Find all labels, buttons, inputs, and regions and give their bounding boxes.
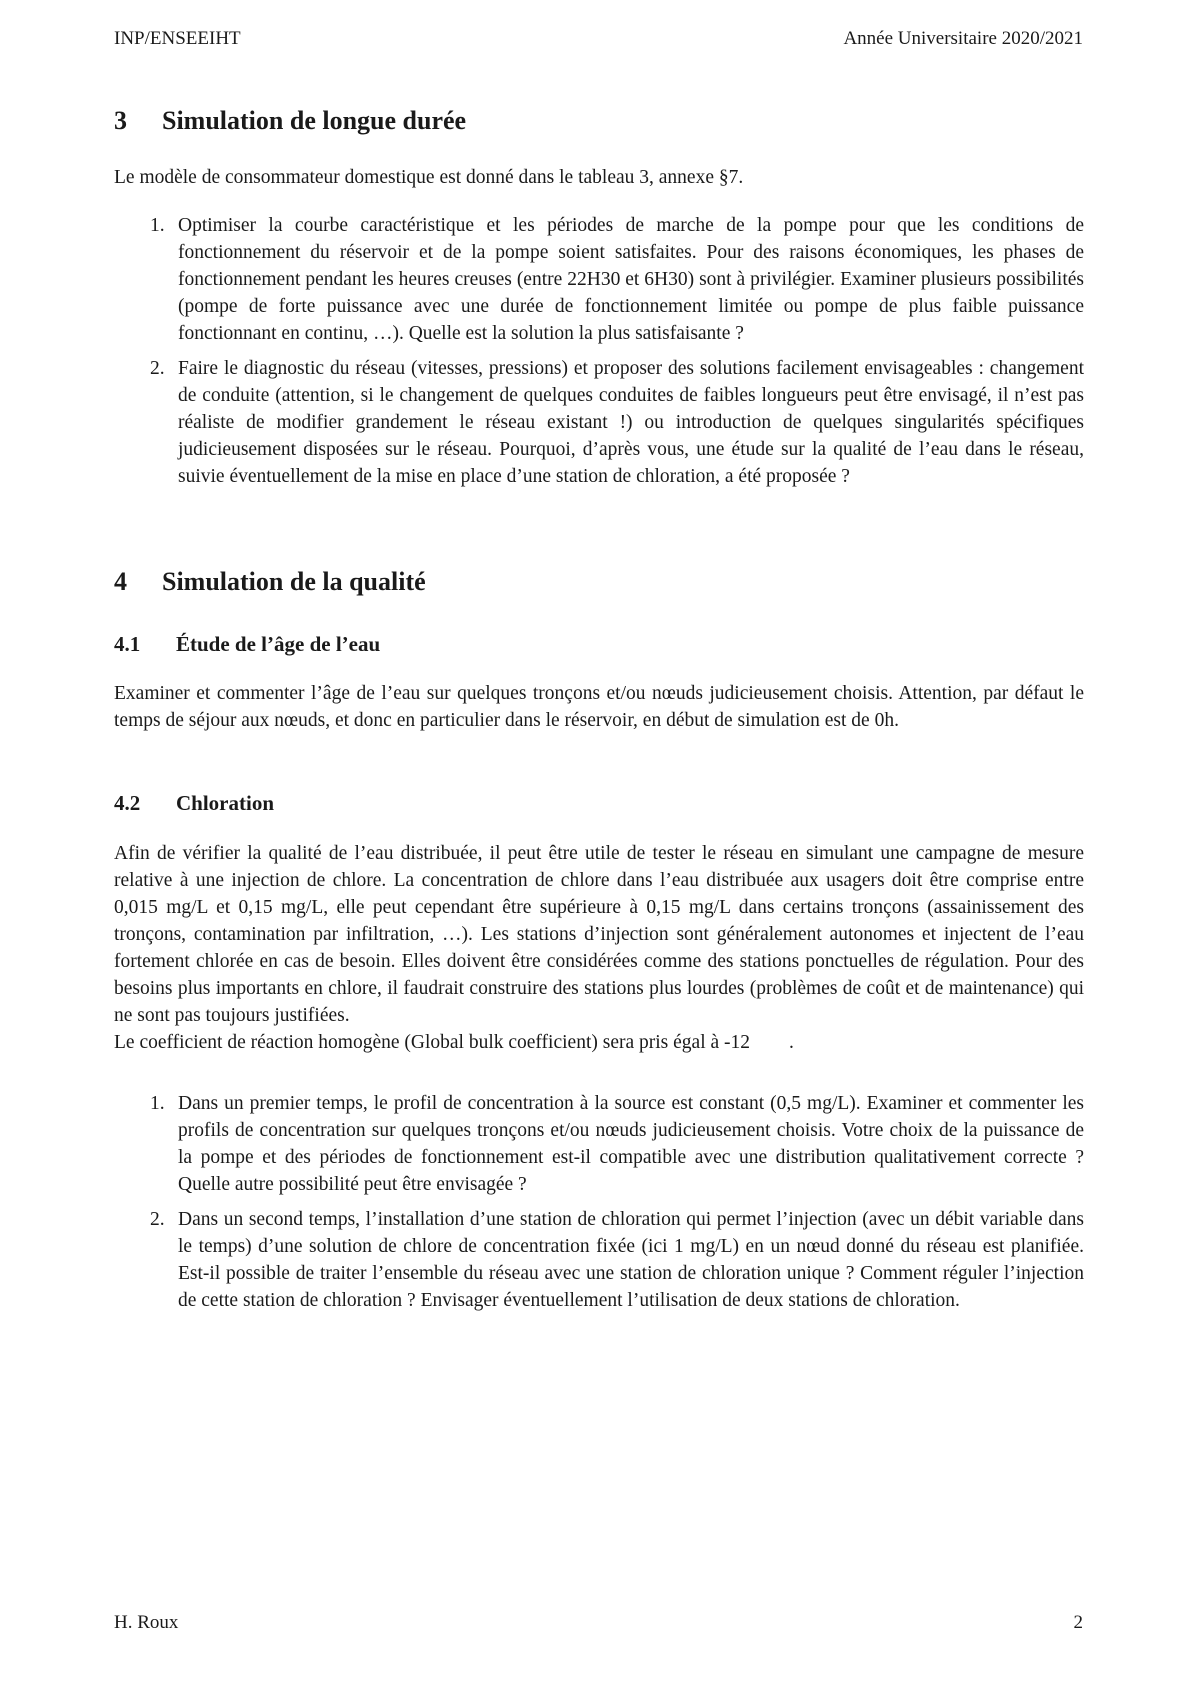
paragraph: Examiner et commenter l’âge de l’eau sur quelques tronçons et/ou nœuds judicieusement choisis. Attention, par défaut le temps de séjour aux nœuds, et donc en particulier dans le réservoir, en début de simulation est de 0h.	[114, 683, 1084, 731]
header-institution: INP/ENSEEIHT	[114, 28, 241, 49]
section-number: 4	[114, 567, 127, 596]
list-item-text: Optimiser la courbe caractéristique et les périodes de marche de la pompe pour que les conditions de fonctionnement du réservoir et de la pompe soient satisfaites. Pour des raisons économiques, les phases de fonctionnement pendant les heures creuses (entre 22H30 et 6H30) sont à privilégier. Examiner plusieurs possibilités (pompe de forte puissance avec une durée de fonctionnement limitée ou pompe de plus faible puissance fonctionnant en continu, …). Quelle est la solution la plus satisfaisante ?	[178, 215, 1084, 344]
list-item	[114, 1206, 1084, 1314]
running-footer	[114, 1612, 1083, 1634]
section-title: Simulation de la qualité	[162, 567, 426, 596]
section-number: 3	[114, 106, 127, 135]
subsection-title: Chloration	[176, 791, 275, 815]
list-marker: 1.	[150, 1093, 165, 1114]
section-4-heading	[114, 567, 1084, 597]
list-item-text: Dans un second temps, l’installation d’une station de chloration qui permet l’injection (avec un débit variable dans le temps) d’une solution de chlore de concentration fixée (ici 1 mg/L) en un nœud donné du réseau est planifiée. Est-il possible de traiter l’ensemble du réseau avec une station de chloration unique ? Comment réguler l’injection de cette station de chloration ? Envisager éventuellement l’utilisation de deux stations de chloration.	[178, 1209, 1084, 1311]
subsection-4-1-text	[114, 680, 1084, 734]
subsection-number: 4.1	[114, 632, 141, 656]
list-item-text: Dans un premier temps, le profil de concentration à la source est constant (0,5 mg/L). Examiner et commenter les profils de concentration sur quelques tronçons et/ou nœuds judicieusement choisis. Votre choix de la puissance de la pompe et des périodes de fonctionnement est-il compatible avec une distribution qualitativement correcte ? Quelle autre possibilité peut être envisagée ?	[178, 1093, 1084, 1195]
subsection-title: Étude de l’âge de l’eau	[176, 632, 381, 656]
subsection-4-2-heading	[114, 791, 1084, 816]
page-number: 2	[1073, 1612, 1083, 1633]
subsection-number: 4.2	[114, 791, 141, 815]
paragraph: Le modèle de consommateur domestique est donné dans le tableau 3, annexe §7.	[114, 167, 744, 188]
list-marker: 1.	[150, 215, 165, 236]
section-title: Simulation de longue durée	[162, 106, 467, 135]
paragraph: Afin de vérifier la qualité de l’eau distribuée, il peut être utile de tester le réseau en simulant une campagne de mesure relative à une injection de chlore. La concentration de chlore dans l’eau distribuée aux usagers doit être comprise entre 0,015 mg/L et 0,15 mg/L, elle peut cependant être supérieure à 0,15 mg/L dans certains tronçons (assainissement des tronçons, contamination par infiltration, …). Les stations d’injection sont généralement autonomes et injectent de l’eau fortement chlorée en cas de besoin. Elles doivent être considérées comme des stations ponctuelles de régulation. Pour des besoins plus importants en chlore, il faudrait construire des stations plus lourdes (problèmes de coût et de maintenance) qui ne sont pas toujours justifiées.	[114, 843, 1084, 1026]
header-academic-year: Année Universitaire 2020/2021	[843, 28, 1083, 49]
list-item	[114, 212, 1084, 347]
list-item	[114, 1090, 1084, 1198]
subsection-4-1-heading	[114, 632, 1084, 657]
section-3-list	[114, 212, 1084, 490]
list-marker: 2.	[150, 1209, 165, 1230]
list-item-text: Faire le diagnostic du réseau (vitesses, pressions) et proposer des solutions facilement envisageables : changement de conduite (attention, si le changement de quelques conduites de faibles longueurs peut être envisagé, il n’est pas réaliste de modifier grandement le réseau existant !) ou introduction de quelques singularités spécifiques judicieusement disposées sur le réseau. Pourquoi, d’après vous, une étude sur la qualité de l’eau dans le réseau, suivie éventuellement de la mise en place d’une station de chloration, a été proposée ?	[178, 358, 1084, 487]
list-marker: 2.	[150, 358, 165, 379]
running-header	[114, 28, 1083, 50]
footer-author: H. Roux	[114, 1612, 179, 1633]
section-3-intro	[114, 164, 1084, 191]
list-item	[114, 355, 1084, 490]
subsection-4-2-text	[114, 840, 1084, 1056]
section-3-heading	[114, 106, 1084, 136]
subsection-4-2-list	[114, 1090, 1084, 1314]
coefficient-line: Le coefficient de réaction homogène (Global bulk coefficient) sera pris égal à -12 .	[114, 1032, 794, 1053]
